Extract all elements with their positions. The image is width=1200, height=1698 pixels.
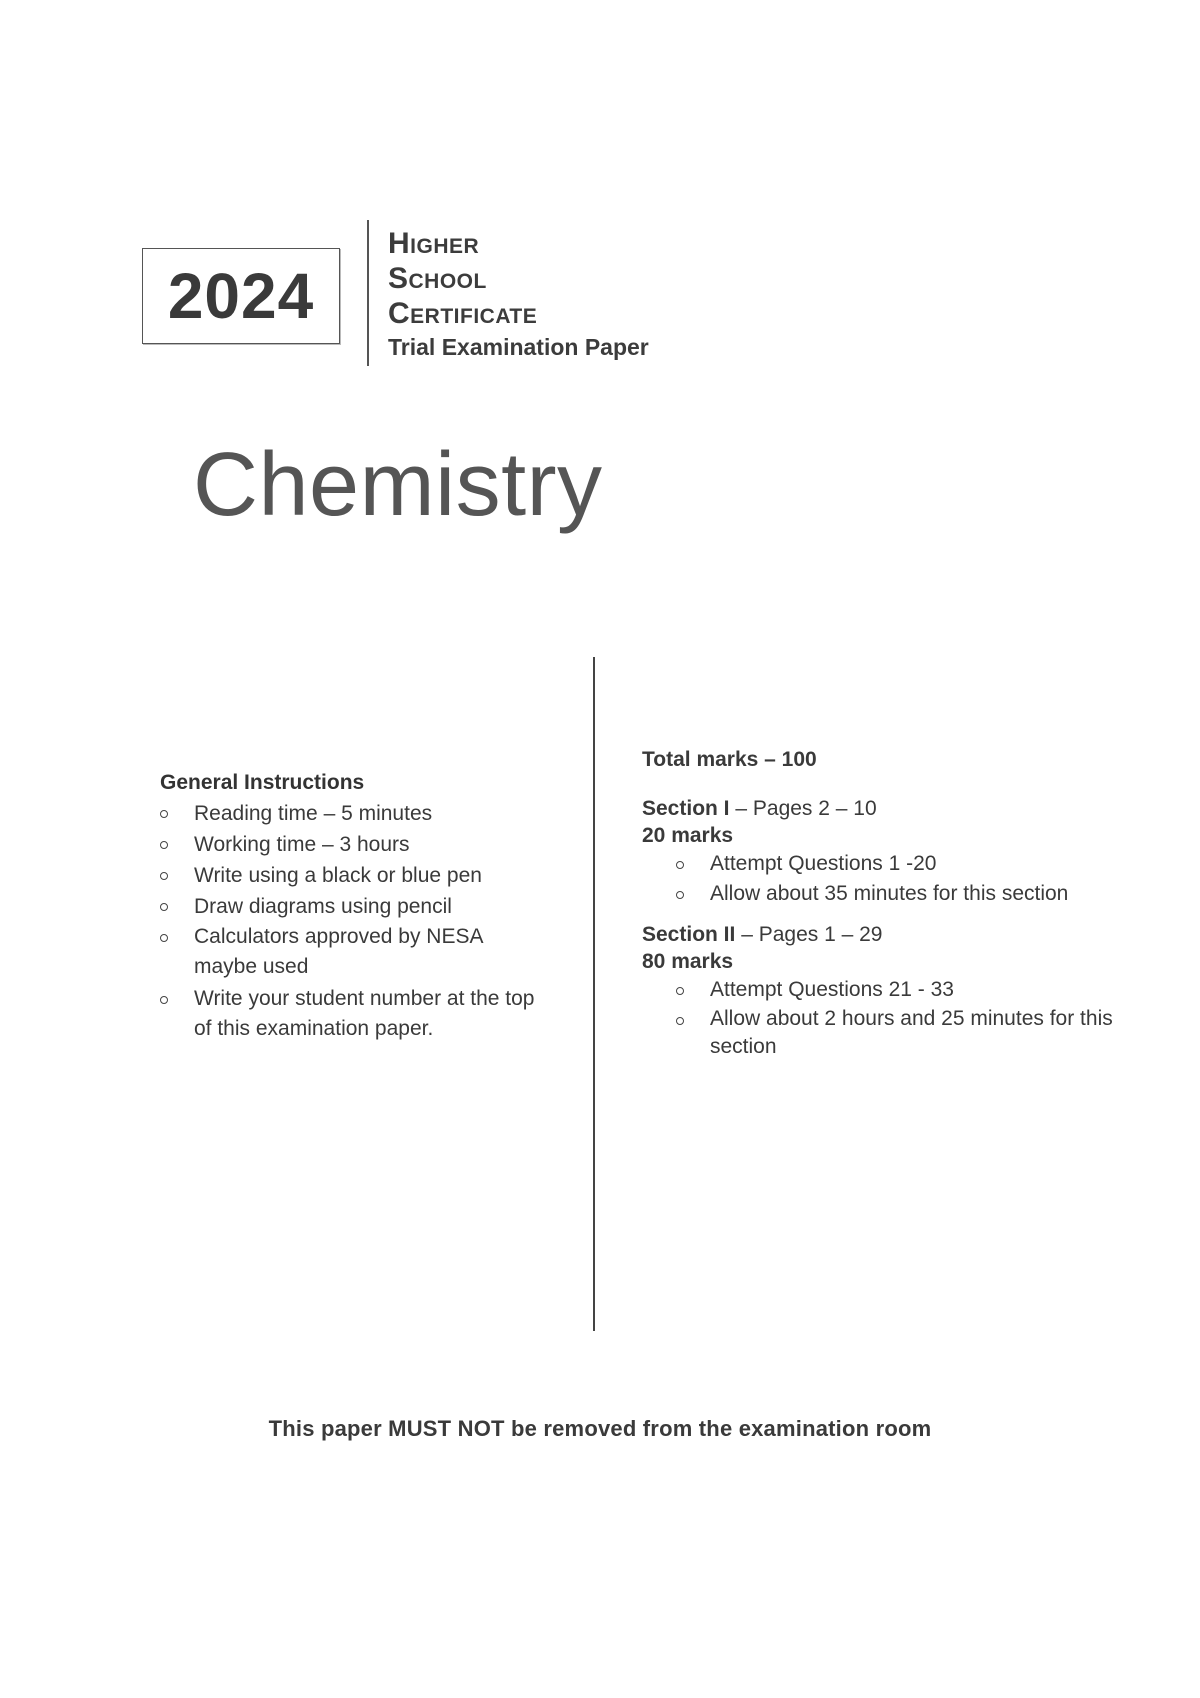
list-item: Reading time – 5 minutes — [160, 798, 580, 829]
section-1-marks: 20 marks — [642, 824, 734, 847]
bullet-icon — [160, 810, 168, 818]
bullet-icon — [676, 987, 684, 995]
section-2 — [642, 921, 1162, 1061]
bullet-icon — [160, 872, 168, 880]
column-divider — [593, 657, 595, 1331]
list-item: Attempt Questions 21 - 33 — [676, 975, 1162, 1005]
marks-information — [642, 745, 1162, 1073]
list-item: Calculators approved by NESA maybe used — [160, 922, 494, 982]
list-item: Allow about 2 hours and 25 minutes for this section — [676, 1005, 1150, 1061]
list-item: Write using a black or blue pen — [160, 860, 580, 891]
list-item: Write your student number at the top of this examination paper. — [160, 984, 544, 1044]
hsc-line-school: School — [388, 262, 487, 295]
list-item: Attempt Questions 1 -20 — [676, 849, 1162, 879]
section-1-label: Section I — [642, 797, 730, 820]
exam-year: 2024 — [167, 260, 315, 332]
trial-exam-subtitle: Trial Examination Paper — [388, 334, 649, 360]
section-2-label: Section II — [642, 923, 736, 946]
section-2-list — [676, 975, 1162, 1061]
list-item: Working time – 3 hours — [160, 829, 580, 860]
bullet-icon — [160, 903, 168, 911]
bullet-icon — [160, 934, 168, 942]
bullet-icon — [676, 1017, 684, 1025]
hsc-line-certificate: Certificate — [388, 297, 538, 330]
hsc-title-block — [388, 226, 649, 361]
bullet-icon — [676, 891, 684, 899]
general-instructions — [160, 768, 580, 1046]
section-1-list — [676, 849, 1162, 909]
section-2-pages: – Pages 1 – 29 — [735, 923, 883, 946]
total-marks: Total marks – 100 — [642, 748, 817, 771]
section-1 — [642, 795, 1162, 909]
hsc-line-higher: Higher — [388, 227, 480, 260]
general-instructions-heading: General Instructions — [160, 771, 365, 794]
instructions-list — [160, 798, 580, 1044]
subject-title: Chemistry — [193, 435, 603, 535]
bullet-icon — [160, 996, 168, 1004]
list-item: Draw diagrams using pencil — [160, 891, 580, 922]
year-box — [142, 248, 340, 344]
section-2-title — [642, 921, 1162, 949]
bullet-icon — [160, 841, 168, 849]
section-2-marks: 80 marks — [642, 950, 734, 973]
removal-warning: This paper MUST NOT be removed from the examination room — [268, 1416, 932, 1441]
section-1-pages: – Pages 2 – 10 — [729, 797, 877, 820]
section-1-title — [642, 795, 1162, 823]
header-divider — [367, 220, 369, 366]
list-item: Allow about 35 minutes for this section — [676, 879, 1162, 909]
bullet-icon — [676, 861, 684, 869]
